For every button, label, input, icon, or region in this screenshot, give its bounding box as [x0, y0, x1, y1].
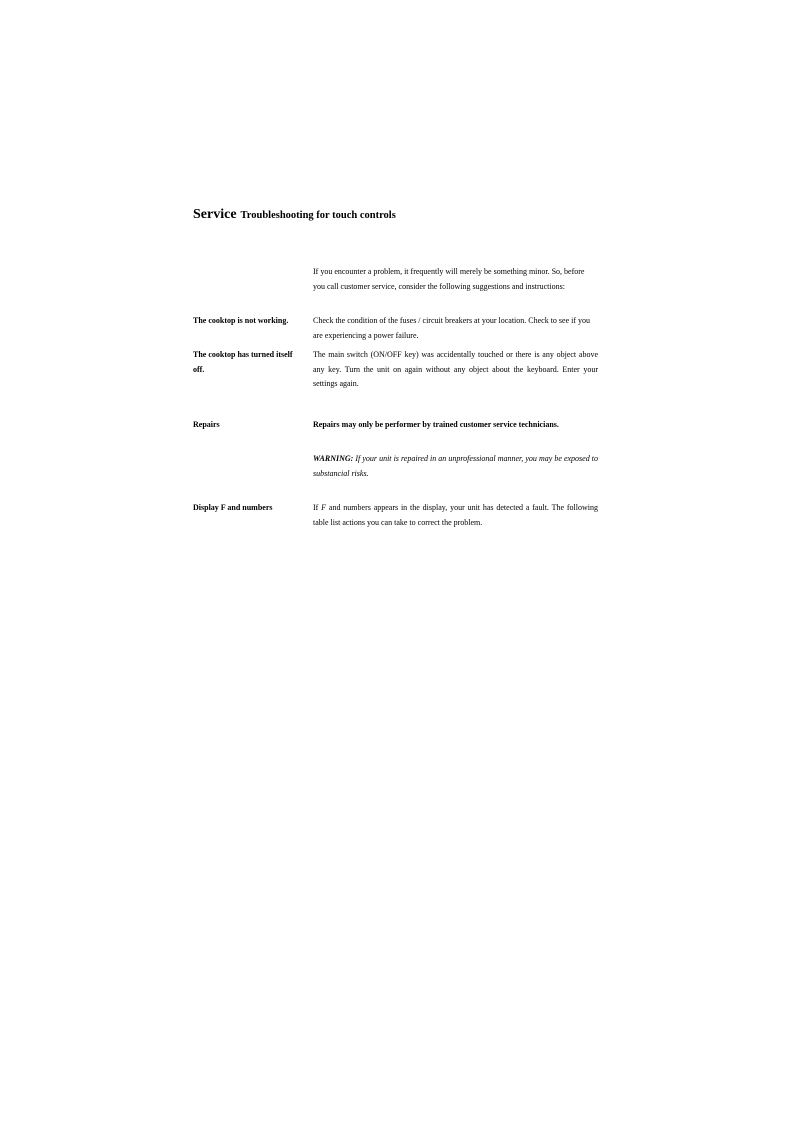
- warning-text: If your unit is repaired in an unprofessional manner, you may be exposed to substancial risks.: [313, 454, 599, 478]
- issue-text-turned-off: The main switch (ON/OFF key) was accidentally touched or there is any object above any key. Turn the unit on again without any object about the keyboard. Enter your settings again.: [313, 350, 598, 388]
- section-title: Service: [193, 207, 237, 222]
- section-subtitle: Troubleshooting for touch controls: [240, 210, 396, 221]
- intro-paragraph: If you encounter a problem, it frequently will merely be something minor. So, before you call customer service, consider the following suggestions and instructions:: [313, 267, 585, 291]
- issue-label-not-working: The cooktop is not working.: [193, 316, 289, 325]
- display-text-suffix: and numbers appears in the display, your unit has detected a fault. The following table list actions you can take to correct the problem.: [313, 503, 599, 527]
- issue-label-display: Display F and numbers: [193, 503, 273, 512]
- warning-label: WARNING:: [313, 454, 354, 463]
- page-heading: [193, 205, 396, 223]
- issue-text-display: [313, 501, 598, 530]
- display-text-prefix: If: [313, 503, 319, 512]
- issue-text-not-working: Check the condition of the fuses / circuit breakers at your location. Check to see if you are experiencing a power failure.: [313, 316, 591, 340]
- issue-text-repairs: Repairs may only be performer by trained customer service technicians.: [313, 420, 559, 429]
- issue-label-turned-off: The cooktop has turned itself off.: [193, 350, 293, 374]
- warning-paragraph: [313, 452, 598, 481]
- issue-label-repairs: Repairs: [193, 420, 220, 429]
- display-fault-symbol: F: [321, 503, 327, 512]
